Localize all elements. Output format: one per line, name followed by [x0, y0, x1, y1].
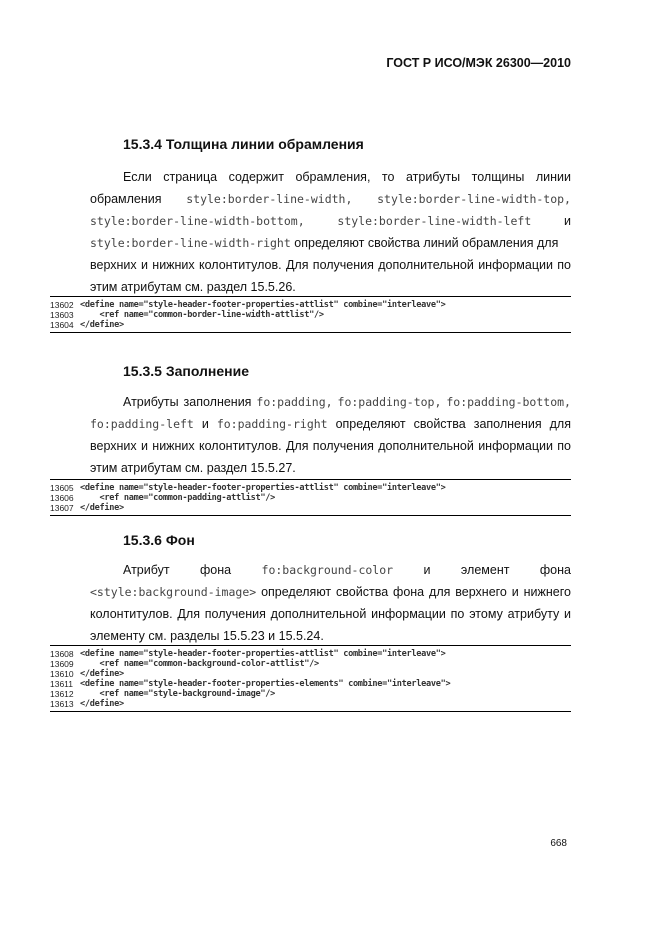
- code-line: 13610 </define>: [50, 669, 124, 679]
- code-line: 13612 <ref name="style-background-image"/>: [50, 689, 275, 699]
- code-line: 13611 <define name="style-header-footer-properties-elements" combine="interleave">: [50, 679, 451, 689]
- text-line: style:border-line-width-right определяют свойства линий обрамления для: [90, 236, 559, 250]
- code-listing: [50, 645, 571, 712]
- code-line: 13606 <ref name="common-padding-attlist"/>: [50, 493, 275, 503]
- text-line: этим атрибутам см. раздел 15.5.27.: [90, 461, 296, 475]
- text-line: верхних и нижних колонтитулов. Для получения дополнительной информации по: [90, 439, 571, 453]
- text-line: Атрибут фона fo:background-color и элемент фона: [123, 563, 571, 577]
- text-line: Если страница содержит обрамления, то атрибуты толщины линии: [123, 170, 571, 184]
- code-line: 13604 </define>: [50, 320, 124, 330]
- page-number: 668: [550, 838, 567, 849]
- code-line: 13605 <define name="style-header-footer-properties-attlist" combine="interleave">: [50, 483, 446, 493]
- code-line: 13609 <ref name="common-background-color-attlist"/>: [50, 659, 319, 669]
- code-line: 13607 </define>: [50, 503, 124, 513]
- section-heading: 15.3.5 Заполнение: [123, 363, 250, 379]
- text-line: Атрибуты заполнения fo:padding, fo:padding-top, fo:padding-bottom,: [123, 395, 571, 409]
- document-header: ГОСТ Р ИСО/МЭК 26300—2010: [386, 56, 571, 70]
- section-paragraph: [90, 166, 571, 298]
- code-line: 13602 <define name="style-header-footer-properties-attlist" combine="interleave">: [50, 300, 446, 310]
- text-line: style:border-line-width-bottom, style:border-line-width-left и: [90, 214, 571, 228]
- code-line: 13603 <ref name="common-border-line-width-attlist"/>: [50, 310, 324, 320]
- text-line: этим атрибутам см. раздел 15.5.26.: [90, 280, 296, 294]
- section-heading: 15.3.6 Фон: [123, 532, 195, 548]
- code-listing: [50, 479, 571, 516]
- text-line: элементу см. разделы 15.5.23 и 15.5.24.: [90, 629, 324, 643]
- text-line: обрамления style:border-line-width, style:border-line-width-top,: [90, 192, 571, 206]
- code-listing: [50, 296, 571, 333]
- text-line: верхних и нижних колонтитулов. Для получения дополнительной информации по: [90, 258, 571, 272]
- code-line: 13608 <define name="style-header-footer-properties-attlist" combine="interleave">: [50, 649, 446, 659]
- text-line: fo:padding-left и fo:padding-right определяют свойства заполнения для: [90, 417, 571, 431]
- section-heading: 15.3.4 Толщина линии обрамления: [123, 136, 364, 152]
- section-paragraph: [90, 559, 571, 647]
- text-line: <style:background-image> определяют свойства фона для верхнего и нижнего: [90, 585, 571, 599]
- text-line: колонтитулов. Для получения дополнительной информации по этому атрибуту и: [90, 607, 571, 621]
- section-paragraph: [90, 391, 571, 479]
- code-line: 13613 </define>: [50, 699, 124, 709]
